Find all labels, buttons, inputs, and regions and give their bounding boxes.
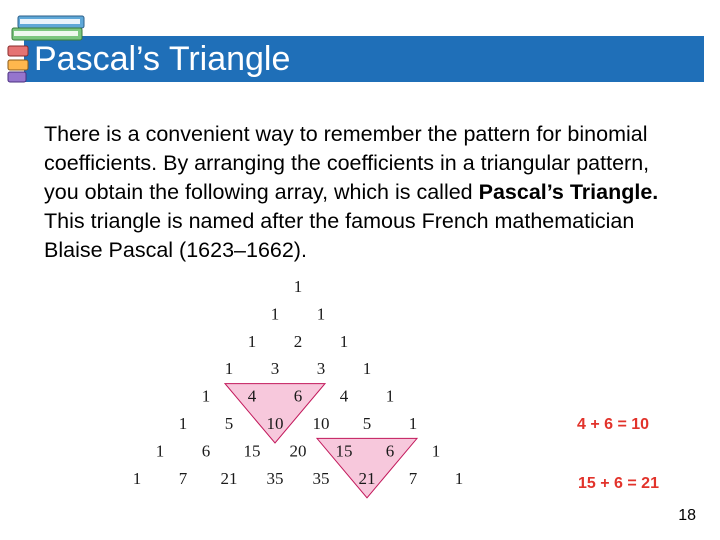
triangle-entry: 7	[178, 468, 188, 488]
triangle-entry: 1	[132, 468, 142, 488]
triangle-entry: 10	[266, 414, 284, 433]
triangle-entry: 6	[201, 441, 211, 461]
sum-annotation-2: 15 + 6 = 21	[578, 475, 659, 492]
triangle-entry: 15	[243, 441, 261, 461]
triangle-entry: 10	[312, 414, 330, 433]
page-number: 18	[678, 507, 696, 524]
slide-title: Pascal’s Triangle	[34, 40, 291, 78]
sum-annotation-1: 4 + 6 = 10	[577, 416, 650, 433]
triangle-entry: 35	[312, 468, 330, 488]
triangle-entry: 1	[408, 414, 418, 433]
triangle-entry: 1	[385, 386, 395, 406]
triangle-entry: 20	[289, 441, 307, 461]
triangle-entry: 2	[293, 331, 303, 351]
triangle-entry: 4	[247, 386, 257, 406]
triangle-entry: 1	[178, 414, 188, 433]
triangle-entry: 1	[293, 277, 303, 296]
triangle-entry: 21	[220, 468, 238, 488]
paragraph-text-end: This triangle is named after the famous French mathematician Blaise Pascal (1623–1662).	[44, 209, 635, 262]
triangle-entry: 3	[316, 359, 326, 379]
triangle-entry: 1	[339, 331, 349, 351]
intro-paragraph	[44, 120, 684, 265]
triangle-entry: 1	[247, 331, 257, 351]
triangle-entry: 35	[266, 468, 284, 488]
pascal-triangle	[100, 270, 520, 510]
paragraph-text-start: There is a convenient way to remember the pattern for binomial coefficients. By arranging the coefficients in a triangular pattern, you obtain the following array, which is called	[44, 122, 650, 204]
triangle-entry: 1	[155, 441, 165, 461]
triangle-entry: 4	[339, 386, 349, 406]
triangle-entry: 1	[431, 441, 441, 461]
paragraph-bold-term: Pascal’s Triangle.	[478, 180, 659, 204]
triangle-entry: 6	[293, 386, 303, 406]
triangle-entry: 6	[385, 441, 395, 461]
triangle-entry: 15	[335, 441, 353, 461]
triangle-entry: 1	[270, 304, 280, 324]
triangle-entry: 3	[270, 359, 280, 379]
triangle-entry: 1	[201, 386, 211, 406]
triangle-entry: 1	[316, 304, 326, 324]
triangle-entry: 1	[224, 359, 234, 379]
triangle-entry: 21	[358, 468, 376, 488]
triangle-entry: 5	[362, 414, 372, 433]
triangle-entry: 7	[408, 468, 418, 488]
triangle-entry: 1	[454, 468, 464, 488]
triangle-entry: 5	[224, 414, 234, 433]
triangle-entry: 1	[362, 359, 372, 379]
